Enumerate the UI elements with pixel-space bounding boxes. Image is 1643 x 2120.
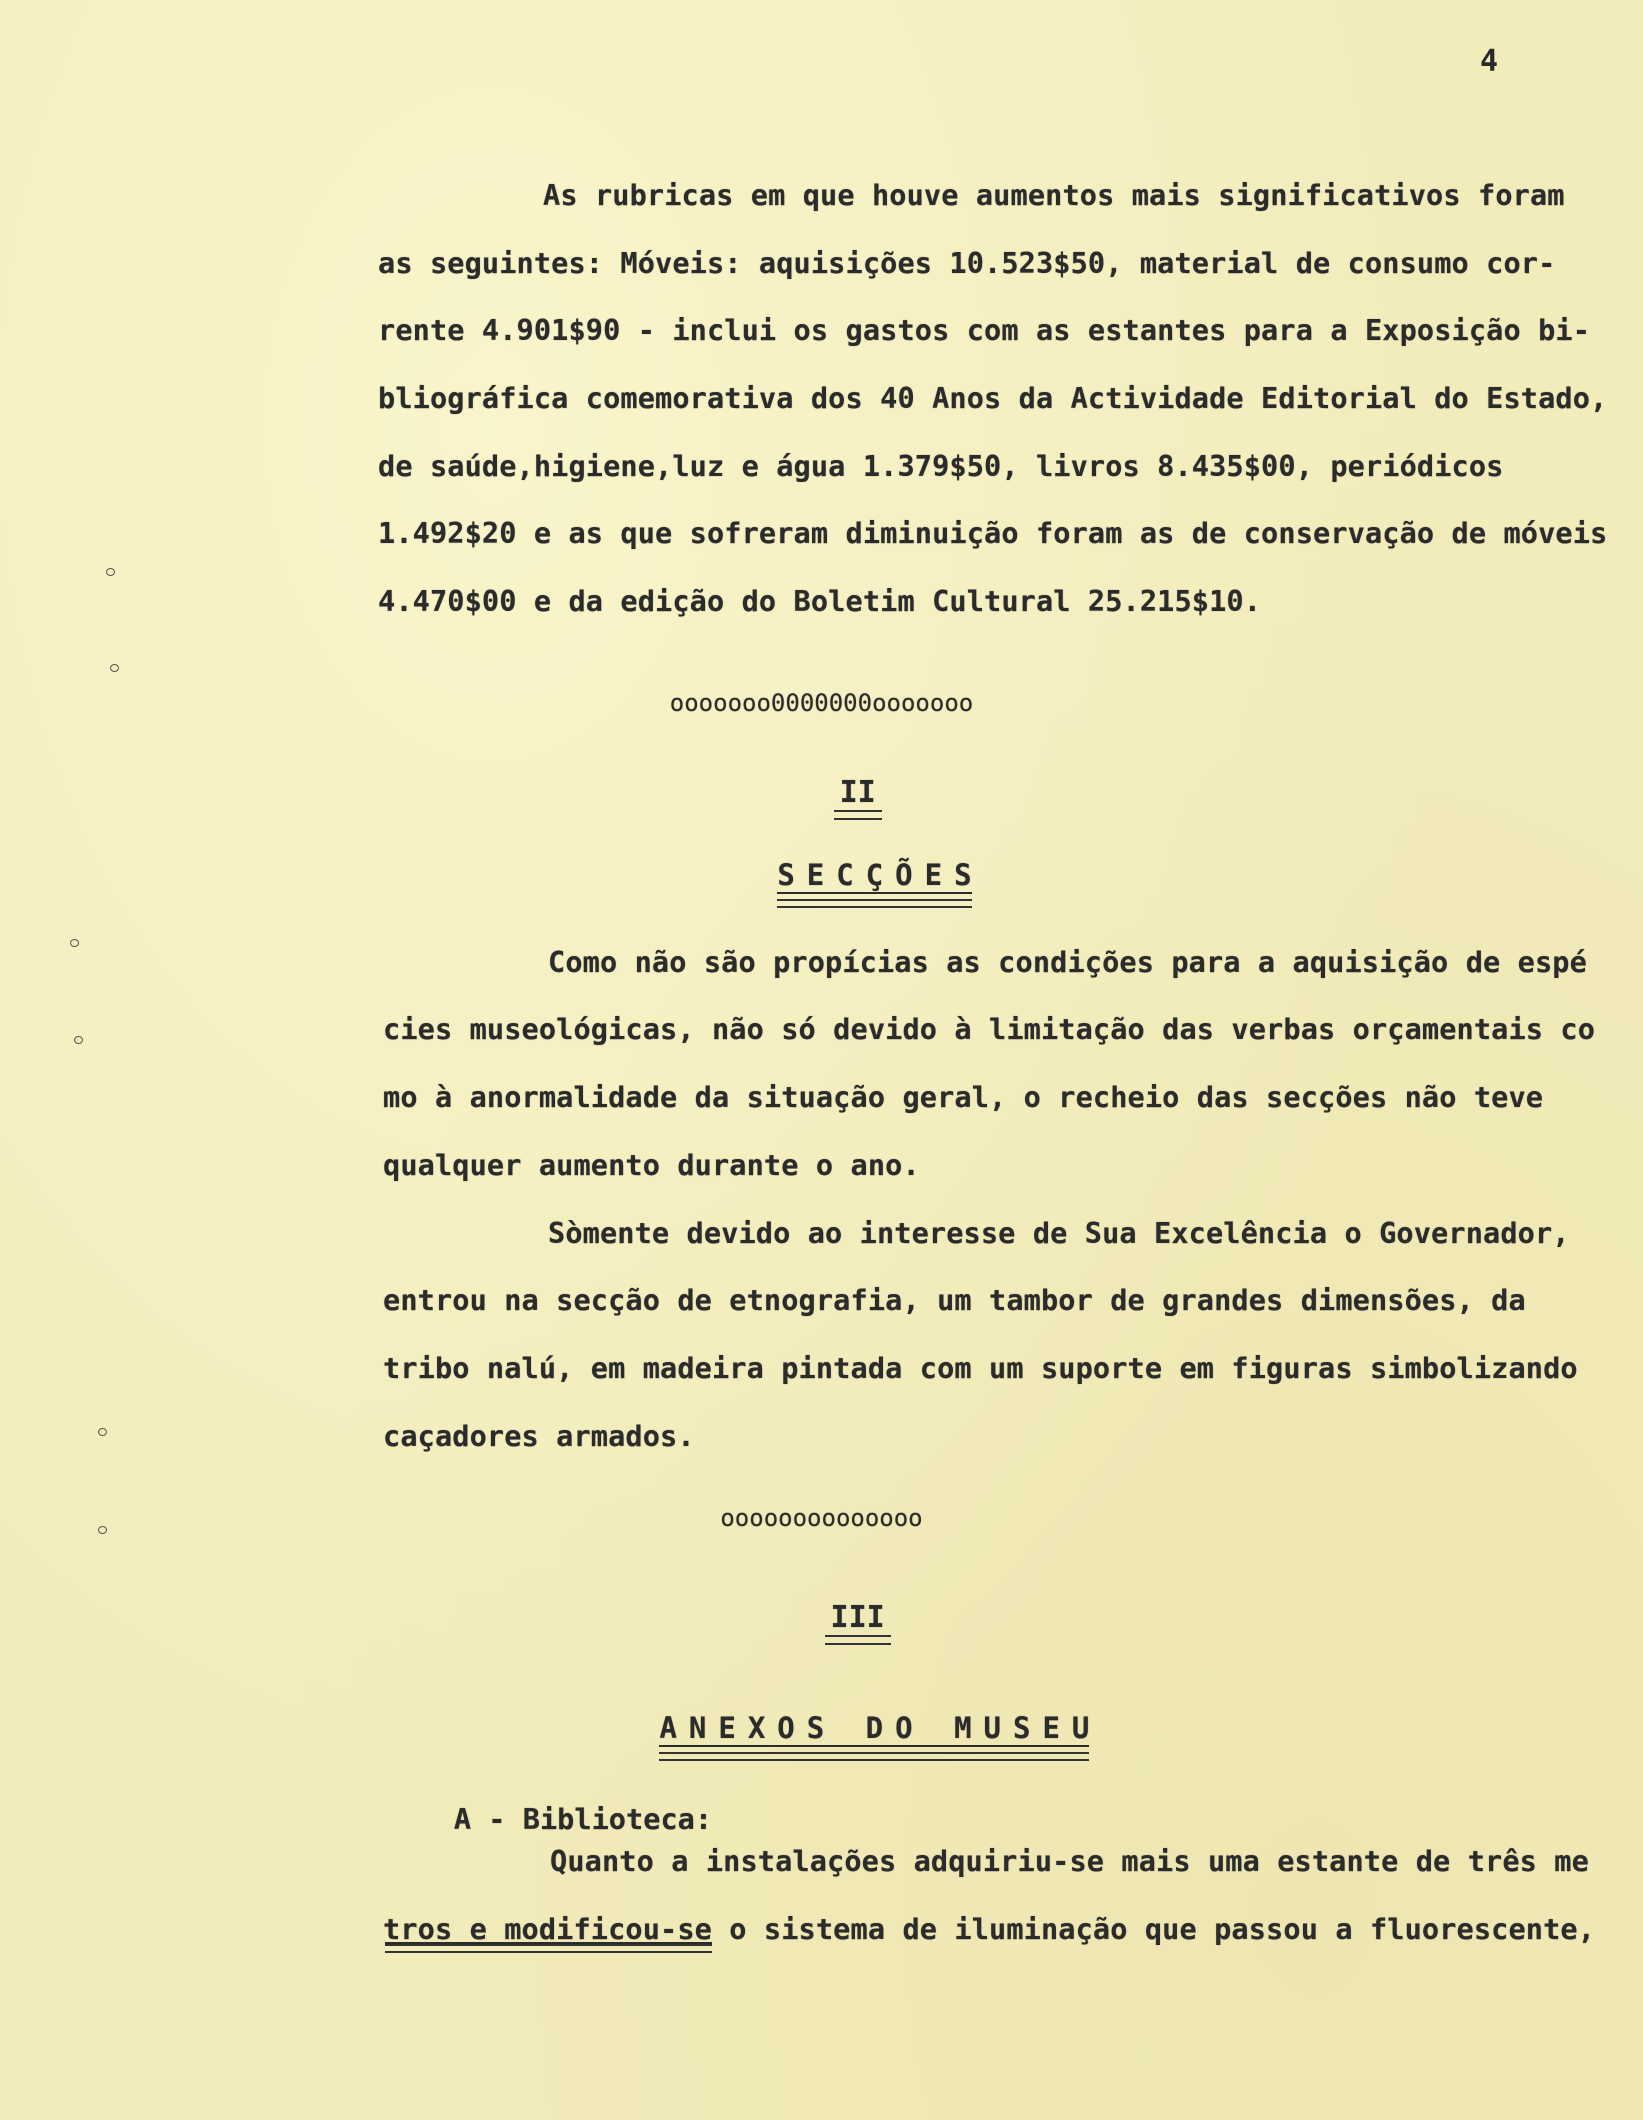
paragraph-3-line: caçadores armados. bbox=[383, 1419, 695, 1453]
paragraph-3-line: entrou na secção de etnografia, um tambor de grandes dimensões, da bbox=[383, 1283, 1526, 1317]
punch-hole-mark bbox=[70, 939, 79, 947]
paragraph-1-line: 4.470$00 e da edição do Boletim Cultural 25.215$10. bbox=[378, 584, 1262, 618]
paragraph-2-line: Como não são propícias as condições para a aquisição de espé bbox=[548, 945, 1587, 979]
paragraph-2-line: mo à anormalidade da situação geral, o recheio das secções não teve bbox=[383, 1080, 1544, 1114]
section-2-title-box bbox=[777, 858, 983, 892]
paragraph-3-line: tribo nalú, em madeira pintada com um suporte em figuras simbolizando bbox=[383, 1351, 1578, 1385]
punch-hole-mark bbox=[106, 568, 115, 576]
paragraph-1-line: rente 4.901$90 - inclui os gastos com as estantes para a Exposição bi- bbox=[378, 313, 1591, 347]
paragraph-4-line: tros e modificou-se o sistema de iluminação que passou a fluorescente, bbox=[383, 1912, 1596, 1946]
subsection-title: A - Biblioteca: bbox=[453, 1802, 713, 1836]
section-separator: ooooooo0000000ooooooo bbox=[669, 689, 974, 717]
paragraph-3-line: Sòmente devido ao interesse de Sua Excelência o Governador, bbox=[548, 1216, 1570, 1250]
punch-hole-mark bbox=[98, 1526, 107, 1534]
section-3-numeral: III bbox=[830, 1600, 885, 1635]
title-double-underline bbox=[659, 1752, 1089, 1761]
title-underline bbox=[659, 1745, 1089, 1751]
paragraph-1-line: as seguintes: Móveis: aquisições 10.523$50, material de consumo cor- bbox=[378, 246, 1556, 280]
section-3-title: ANEXOS DO MUSEU bbox=[659, 1711, 1102, 1745]
paragraph-1-line: bliográfica comemorativa dos 40 Anos da Actividade Editorial do Estado, bbox=[378, 381, 1608, 415]
section-3-title-wrap bbox=[0, 1677, 1643, 1779]
paragraph-4-line: Quanto a instalações adquiriu-se mais uma estante de três me bbox=[550, 1844, 1589, 1878]
section-3-title-box bbox=[659, 1711, 1101, 1745]
paragraph-2-line: qualquer aumento durante o ano. bbox=[383, 1148, 920, 1182]
paragraph-1-line: As rubricas em que houve aumentos mais significativos foram bbox=[543, 178, 1565, 212]
numeral-underline bbox=[834, 810, 882, 820]
section-3-numeral-box bbox=[831, 1600, 885, 1635]
title-double-underline bbox=[777, 899, 971, 908]
section-2-title: SECÇÕES bbox=[777, 858, 984, 892]
title-underline bbox=[777, 892, 971, 898]
section-2-numeral: II bbox=[839, 775, 876, 810]
punch-hole-mark bbox=[110, 664, 119, 672]
page-number: 4 bbox=[1480, 44, 1499, 79]
section-2-title-wrap bbox=[0, 824, 1643, 926]
section-3-numeral-wrap bbox=[0, 1565, 1643, 1670]
paragraph-1-line: 1.492$20 e as que sofreram diminuição foram as de conservação de móveis bbox=[378, 516, 1608, 550]
section-separator: oooooooooooooo bbox=[720, 1504, 923, 1532]
punch-hole-mark bbox=[98, 1428, 107, 1436]
paragraph-2-line: cies museológicas, não só devido à limitação das verbas orçamentais co bbox=[383, 1012, 1596, 1046]
section-2-numeral-box bbox=[840, 775, 876, 810]
punch-hole-mark bbox=[74, 1036, 83, 1044]
numeral-underline bbox=[825, 1635, 891, 1645]
paragraph-1-line: de saúde,higiene,luz e água 1.379$50, livros 8.435$00, periódicos bbox=[378, 449, 1504, 483]
